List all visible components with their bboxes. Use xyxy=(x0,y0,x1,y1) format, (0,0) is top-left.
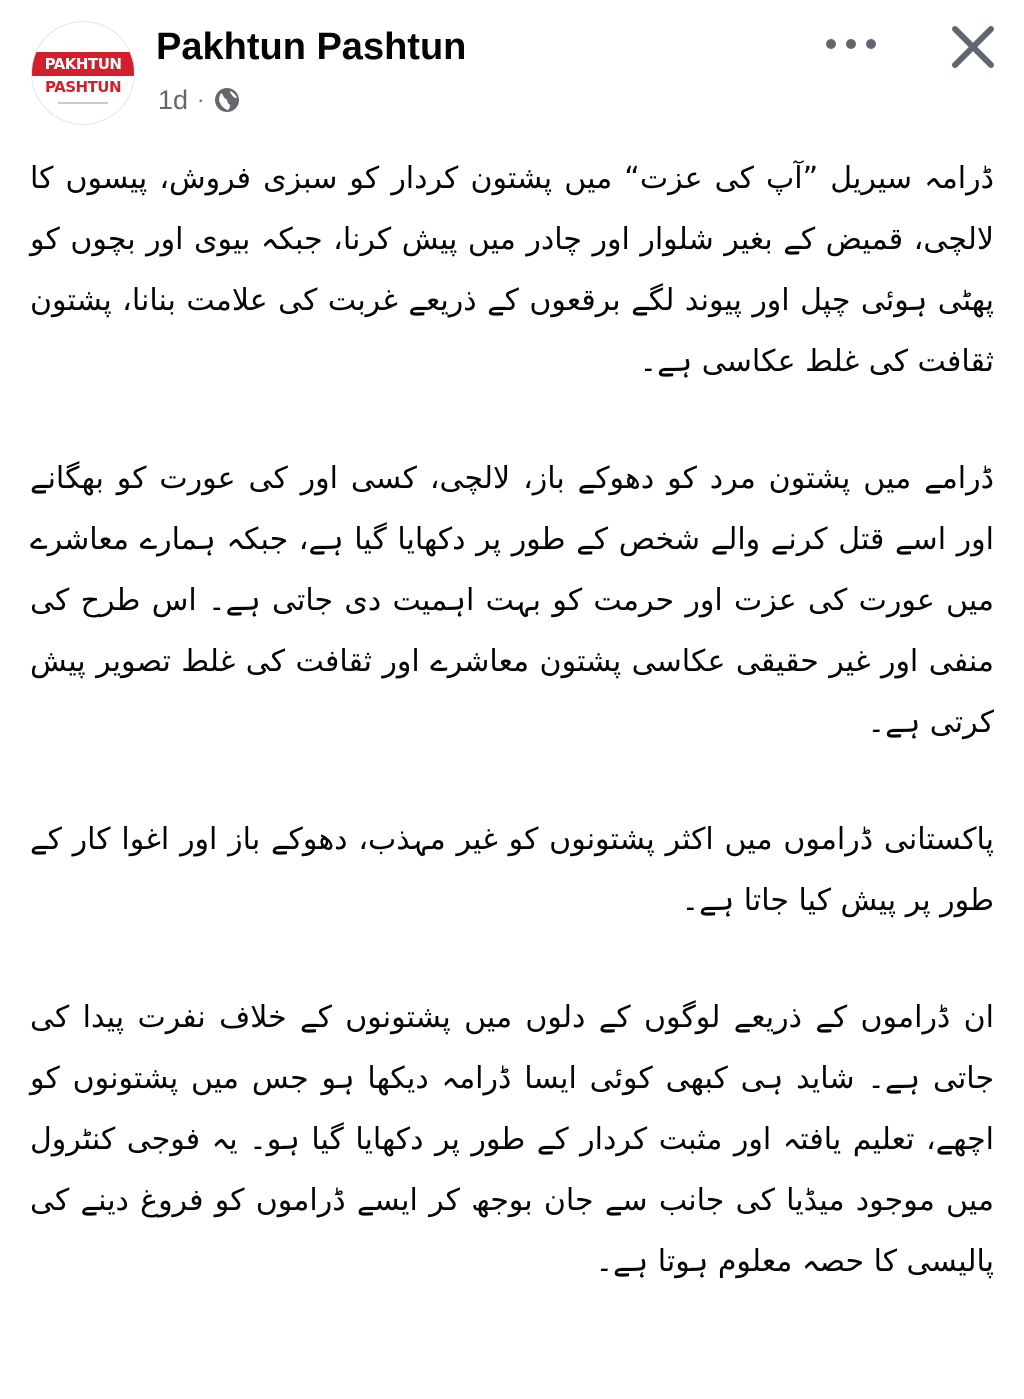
avatar-logo-text-bottom: PASHTUN xyxy=(44,78,122,96)
post-paragraph: پاکستانی ڈراموں میں اکثر پشتونوں کو غیر مہذب، دھوکے باز اور اغوا کار کے طور پر پیش کیا جاتا ہے۔ xyxy=(30,822,994,918)
close-icon xyxy=(949,23,997,71)
page-name-link[interactable]: Pakhtun Pashtun xyxy=(156,26,467,68)
post-text xyxy=(30,148,994,1348)
post-timestamp[interactable]: 1d xyxy=(158,84,189,115)
meta-separator: · xyxy=(197,87,205,112)
globe-icon xyxy=(213,86,241,114)
page-avatar[interactable] xyxy=(31,21,135,125)
avatar-logo-tagline xyxy=(58,102,108,104)
avatar-logo-text-top: PAKHTUN xyxy=(44,55,122,73)
more-horizontal-icon xyxy=(823,37,879,51)
post-paragraph: ان ڈراموں کے ذریعے لوگوں کے دلوں میں پشتونوں کے خلاف نفرت پیدا کی جاتی ہے۔ شاید ہی کبھی کوئی ایسا ڈرامہ دیکھا ہو جس میں پشتونوں کو اچھے، تعلیم یافتہ اور مثبت کردار کے طور پر دکھایا گیا ہو۔ یہ فوجی کنٹرول میں موجود میڈیا کی جانب سے جان بوجھ کر ایسے ڈراموں کو فروغ دینے کی پالیسی کا حصہ معلوم ہوتا ہے۔ xyxy=(30,1000,994,1279)
close-button[interactable] xyxy=(944,18,1002,76)
post-meta xyxy=(158,82,241,118)
post-paragraph: ڈرامے میں پشتون مرد کو دھوکے باز، لالچی، کسی اور کی عورت کو بھگانے اور اسے قتل کرنے والے شخص کے طور پر دکھایا گیا ہے، جبکہ ہمارے معاشرے میں عورت کی عزت اور حرمت کو بہت اہمیت دی جاتی ہے۔ اس طرح کی منفی اور غیر حقیقی عکاسی پشتون معاشرے اور ثقافت کی غلط تصویر پیش کرتی ہے۔ xyxy=(30,461,994,740)
post-header xyxy=(0,0,1024,140)
post-paragraph: ڈرامہ سیریل ”آپ کی عزت“ میں پشتون کردار کو سبزی فروش، پیسوں کا لالچی، قمیض کے بغیر شلوار اور چادر میں پیش کرنا، جبکہ بیوی اور بچوں کو پھٹی ہوئی چپل اور پیوند لگے برقعوں کے ذریعے غربت کی علامت بنانا، پشتون ثقافت کی غلط عکاسی ہے۔ xyxy=(30,161,994,379)
more-options-button[interactable] xyxy=(820,22,882,66)
